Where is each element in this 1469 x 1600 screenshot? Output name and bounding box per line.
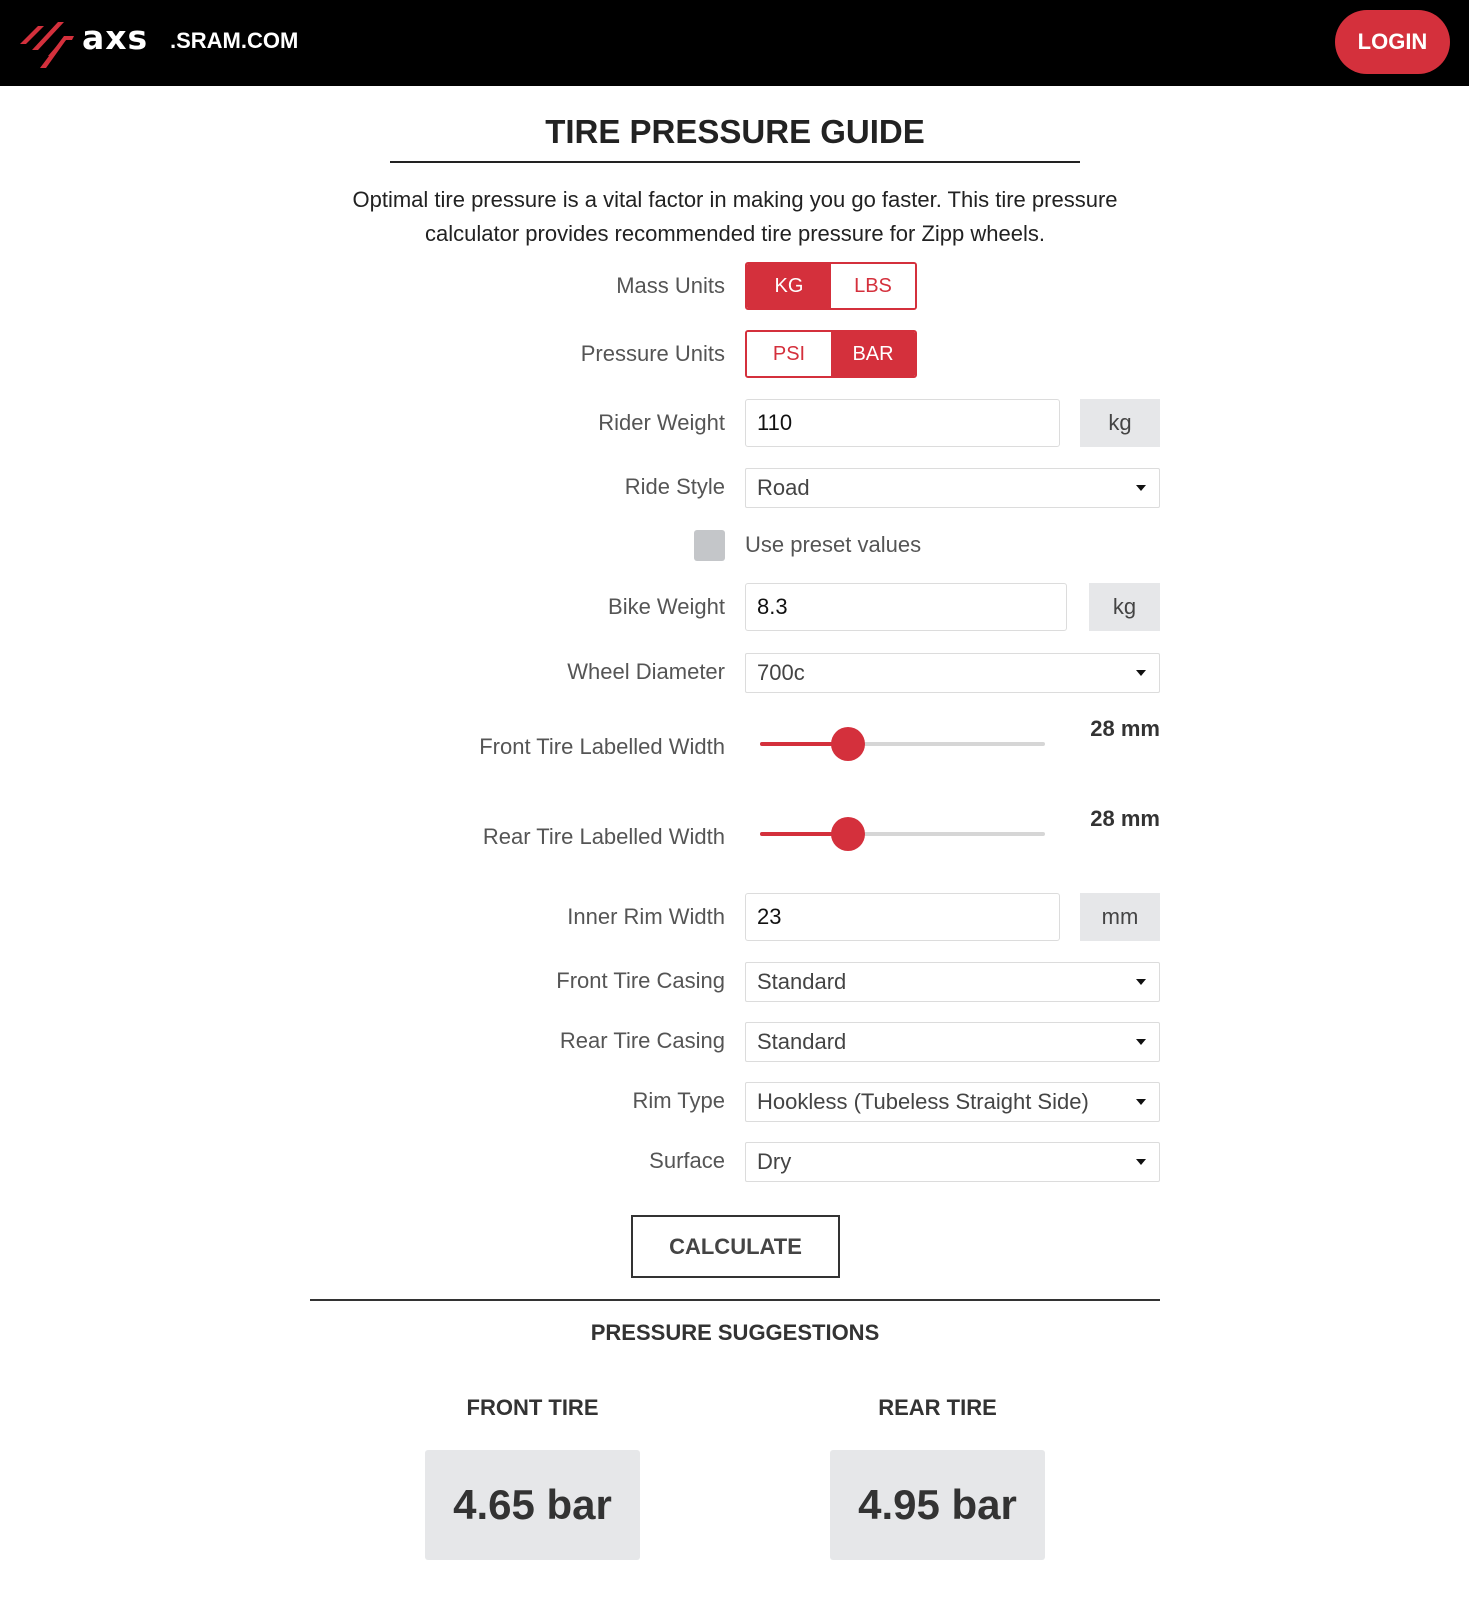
chevron-down-icon xyxy=(1136,979,1146,985)
bike-weight-input[interactable] xyxy=(745,583,1067,631)
pressure-suggestions-heading: PRESSURE SUGGESTIONS xyxy=(590,1320,880,1345)
rider-weight-unit: kg xyxy=(1080,399,1160,447)
chevron-down-icon xyxy=(1136,1039,1146,1045)
rim-type-select[interactable] xyxy=(745,1082,1160,1122)
preset-values-checkbox[interactable] xyxy=(694,530,725,561)
rear-tire-width-label: Rear Tire Labelled Width xyxy=(482,824,725,849)
surface-select[interactable] xyxy=(745,1142,1160,1182)
intro-text: Optimal tire pressure is a vital factor in making you go faster. This tire pressure calculator provides recommended tire pressure for Zipp wheels. xyxy=(352,187,1118,246)
rear-tire-width-slider[interactable] xyxy=(760,814,1045,854)
mass-units-toggle xyxy=(745,262,917,310)
rear-tire-casing-select[interactable] xyxy=(745,1022,1160,1062)
rear-tire-casing-value: Standard xyxy=(757,1029,847,1054)
front-tire-pressure-value: 4.65 bar xyxy=(425,1450,640,1560)
inner-rim-width-input[interactable] xyxy=(745,893,1060,941)
rear-tire-width-value: 28 mm xyxy=(1090,806,1160,831)
mass-units-label: Mass Units xyxy=(616,273,725,298)
top-navigation-bar xyxy=(0,0,1469,86)
rider-weight-input[interactable] xyxy=(745,399,1060,447)
page-title: TIRE PRESSURE GUIDE xyxy=(545,113,925,150)
title-divider xyxy=(390,161,1080,163)
login-button[interactable]: LOGIN xyxy=(1335,10,1450,74)
pressure-units-label: Pressure Units xyxy=(580,341,725,366)
surface-label: Surface xyxy=(649,1148,725,1173)
rear-tire-pressure-value: 4.95 bar xyxy=(830,1450,1045,1560)
front-tire-casing-value: Standard xyxy=(757,969,847,994)
ride-style-value: Road xyxy=(757,475,810,500)
pressure-units-toggle xyxy=(745,330,917,378)
brand-domain[interactable]: .SRAM.COM xyxy=(170,28,299,53)
wheel-diameter-select[interactable] xyxy=(745,653,1160,693)
wheel-diameter-label: Wheel Diameter xyxy=(567,659,725,684)
rider-weight-label: Rider Weight xyxy=(598,410,725,435)
axs-logo-icon[interactable] xyxy=(18,10,78,72)
chevron-down-icon xyxy=(1136,1099,1146,1105)
rim-type-label: Rim Type xyxy=(632,1088,725,1113)
pressure-unit-psi-option[interactable]: PSI xyxy=(747,332,831,376)
rear-tire-heading: REAR TIRE xyxy=(878,1395,997,1420)
mass-unit-kg-option[interactable]: KG xyxy=(747,264,831,308)
brand-name[interactable]: axs xyxy=(82,18,149,57)
chevron-down-icon xyxy=(1136,485,1146,491)
inner-rim-width-label: Inner Rim Width xyxy=(567,904,725,929)
front-tire-casing-select[interactable] xyxy=(745,962,1160,1002)
ride-style-label: Ride Style xyxy=(624,474,725,499)
bike-weight-unit: kg xyxy=(1089,583,1160,631)
surface-value: Dry xyxy=(757,1149,792,1174)
pressure-unit-bar-option[interactable]: BAR xyxy=(831,332,915,376)
slider-thumb[interactable] xyxy=(831,727,865,761)
calculate-button[interactable]: CALCULATE xyxy=(631,1215,840,1278)
slider-thumb[interactable] xyxy=(831,817,865,851)
rim-type-value: Hookless (Tubeless Straight Side) xyxy=(757,1089,1089,1114)
inner-rim-width-unit: mm xyxy=(1080,893,1160,941)
results-divider xyxy=(310,1299,1160,1301)
front-tire-width-label: Front Tire Labelled Width xyxy=(479,734,725,759)
chevron-down-icon xyxy=(1136,670,1146,676)
front-tire-heading: FRONT TIRE xyxy=(466,1395,599,1420)
mass-unit-lbs-option[interactable]: LBS xyxy=(831,264,915,308)
front-tire-width-value: 28 mm xyxy=(1090,716,1160,741)
ride-style-select[interactable] xyxy=(745,468,1160,508)
rear-tire-casing-label: Rear Tire Casing xyxy=(559,1028,725,1053)
front-tire-casing-label: Front Tire Casing xyxy=(556,968,725,993)
preset-values-label: Use preset values xyxy=(745,532,922,557)
front-tire-width-slider[interactable] xyxy=(760,724,1045,764)
bike-weight-label: Bike Weight xyxy=(608,594,725,619)
wheel-diameter-value: 700c xyxy=(757,660,805,685)
chevron-down-icon xyxy=(1136,1159,1146,1165)
